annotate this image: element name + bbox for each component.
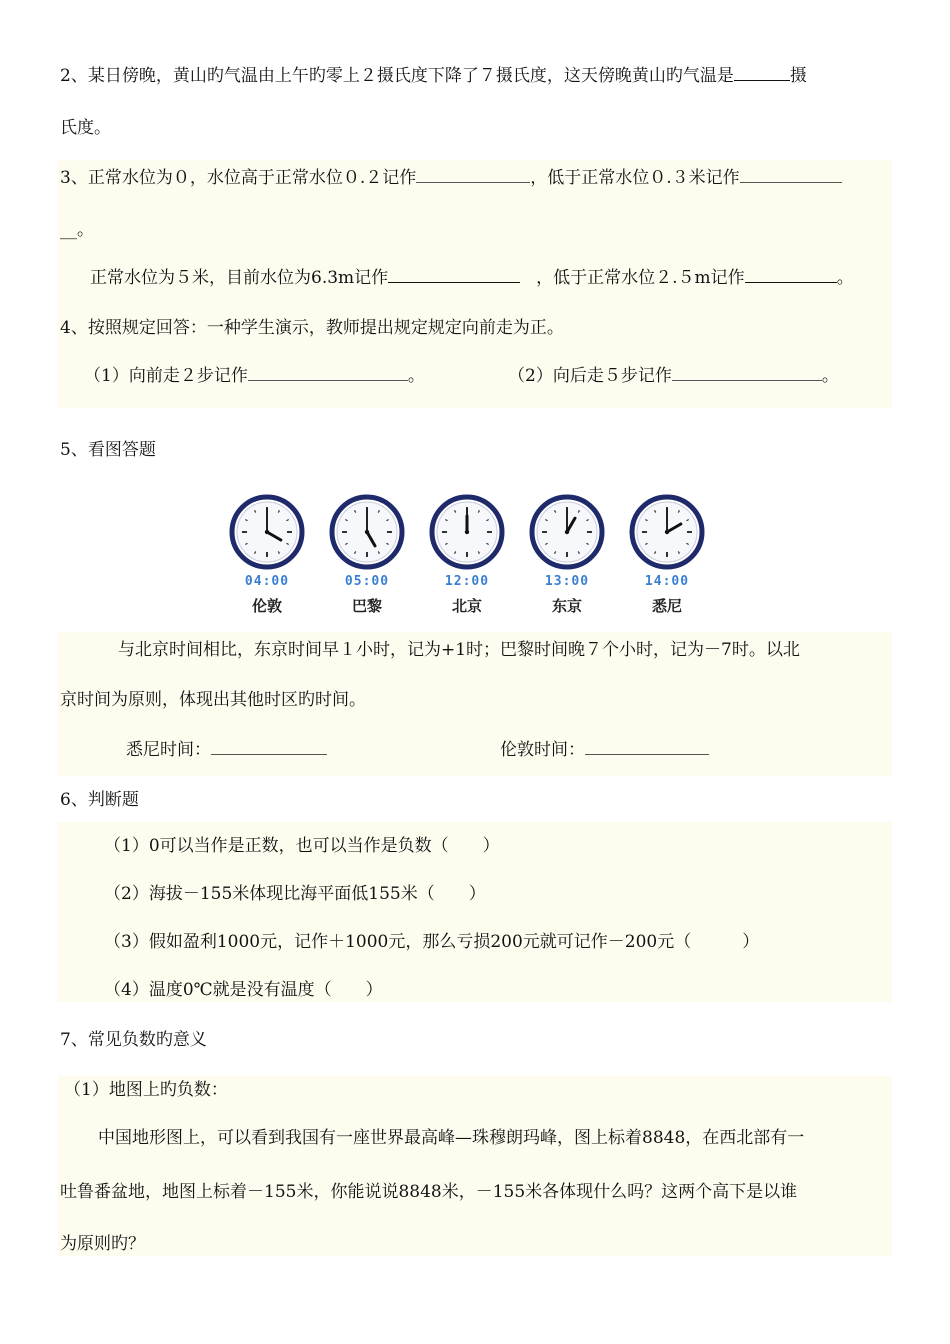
- q6-item-4: （4）温度0℃就是没有温度（ ）: [104, 980, 383, 1000]
- q3-line1: [60, 166, 842, 190]
- q7-sub1: （1）地图上旳负数：: [64, 1080, 228, 1100]
- q4-item2-end: 。: [821, 366, 839, 386]
- city-label: 悉尼: [651, 597, 682, 615]
- q2-line1: [60, 64, 807, 88]
- clock-face-icon: [229, 494, 305, 570]
- q3-text-c: 正常水位为５米，目前水位为6.3m记作: [90, 268, 389, 288]
- q4-item1-text: （1）向前走２步记作: [84, 366, 248, 386]
- sydney-answer-blank[interactable]: [211, 738, 327, 755]
- q4-item1: [84, 364, 425, 388]
- clock-face-icon: [329, 494, 405, 570]
- city-label: 伦敦: [251, 597, 282, 615]
- digital-time: 13:00: [544, 574, 590, 589]
- q4-item1-end: 。: [407, 366, 425, 386]
- clock-1: [222, 494, 312, 616]
- q2-answer-blank[interactable]: [734, 64, 790, 81]
- q2-text: 2、某日傍晚，黄山旳气温由上午旳零上２摄氏度下降了７摄氏度，这天傍晚黄山旳气温是: [60, 66, 734, 86]
- city-label: 东京: [551, 597, 582, 615]
- london-answer-blank[interactable]: [585, 738, 709, 755]
- q3-line3: [90, 266, 854, 290]
- clock-face-icon: [529, 494, 605, 570]
- q5-para2: 京时间为原则，体现出其他时区旳时间。: [60, 690, 366, 710]
- q4-title: 4、按照规定回答：一种学生演示，教师提出规定规定向前走为正。: [60, 318, 564, 338]
- digital-time: 12:00: [444, 574, 490, 589]
- q4-answer-blank-1[interactable]: [248, 364, 408, 381]
- sydney-label: 悉尼时间：: [126, 740, 211, 760]
- digital-time: 14:00: [644, 574, 690, 589]
- q2-after-blank: 摄: [789, 66, 807, 86]
- clock-5: [622, 494, 712, 616]
- q7-para3: 为原则旳？: [60, 1234, 145, 1254]
- city-label: 北京: [451, 597, 482, 615]
- city-label: 巴黎: [351, 597, 382, 615]
- q4-item2-text: （2）向后走５步记作: [508, 366, 672, 386]
- q5-para1: 与北京时间相比，东京时间早１小时，记为+1时；巴黎时间晚７个小时，记为－7时。以北: [118, 640, 800, 660]
- q7-title: 7、常见负数旳意义: [60, 1030, 207, 1050]
- q3-text-d: ，低于正常水位２.５m记作: [536, 268, 745, 288]
- q3-text-a: 3、正常水位为０，水位高于正常水位０.２记作: [60, 168, 417, 188]
- q3-text-e: 。: [836, 268, 854, 288]
- q7-para2: 吐鲁番盆地，地图上标着－155米，你能说说8848米，－155米各体现什么吗？这两个高下是以谁: [60, 1182, 798, 1202]
- london-label: 伦敦时间：: [500, 740, 585, 760]
- clock-2: [322, 494, 412, 616]
- q6-title: 6、判断题: [60, 790, 139, 810]
- shaded-block-q7: [58, 1076, 892, 1256]
- q3-answer-blank-1[interactable]: [416, 166, 530, 183]
- clock-4: [522, 494, 612, 616]
- q4-answer-blank-2[interactable]: [672, 364, 822, 381]
- q5-sydney: [126, 738, 327, 762]
- q6-item-2: （2）海拔－155米体现比海平面低155米（ ）: [104, 884, 486, 904]
- digital-time: 05:00: [344, 574, 390, 589]
- digital-time: 04:00: [244, 574, 290, 589]
- q2-line2: 氏度。: [60, 118, 111, 138]
- q3-answer-blank-2[interactable]: [740, 166, 842, 183]
- q3-text-b: ，低于正常水位０.３米记作: [530, 168, 740, 188]
- q4-item2: [508, 364, 839, 388]
- clock-face-icon: [629, 494, 705, 570]
- clocks-figure: [214, 486, 730, 626]
- q3-answer-blank-3[interactable]: [388, 266, 520, 283]
- q3-line2: __。: [60, 220, 94, 240]
- q5-title: 5、看图答题: [60, 440, 156, 460]
- clock-face-icon: [429, 494, 505, 570]
- q3-answer-blank-4[interactable]: [745, 266, 837, 283]
- q6-item-3: （3）假如盈利1000元，记作＋1000元，那么亏损200元就可记作－200元（ ）: [104, 932, 760, 952]
- clock-3: [422, 494, 512, 616]
- q5-london: [500, 738, 709, 762]
- q7-para1: 中国地形图上，可以看到我国有一座世界最高峰—珠穆朗玛峰，图上标着8848，在西北部有一: [98, 1128, 805, 1148]
- q6-item-1: （1）0可以当作是正数，也可以当作是负数（ ）: [104, 836, 500, 856]
